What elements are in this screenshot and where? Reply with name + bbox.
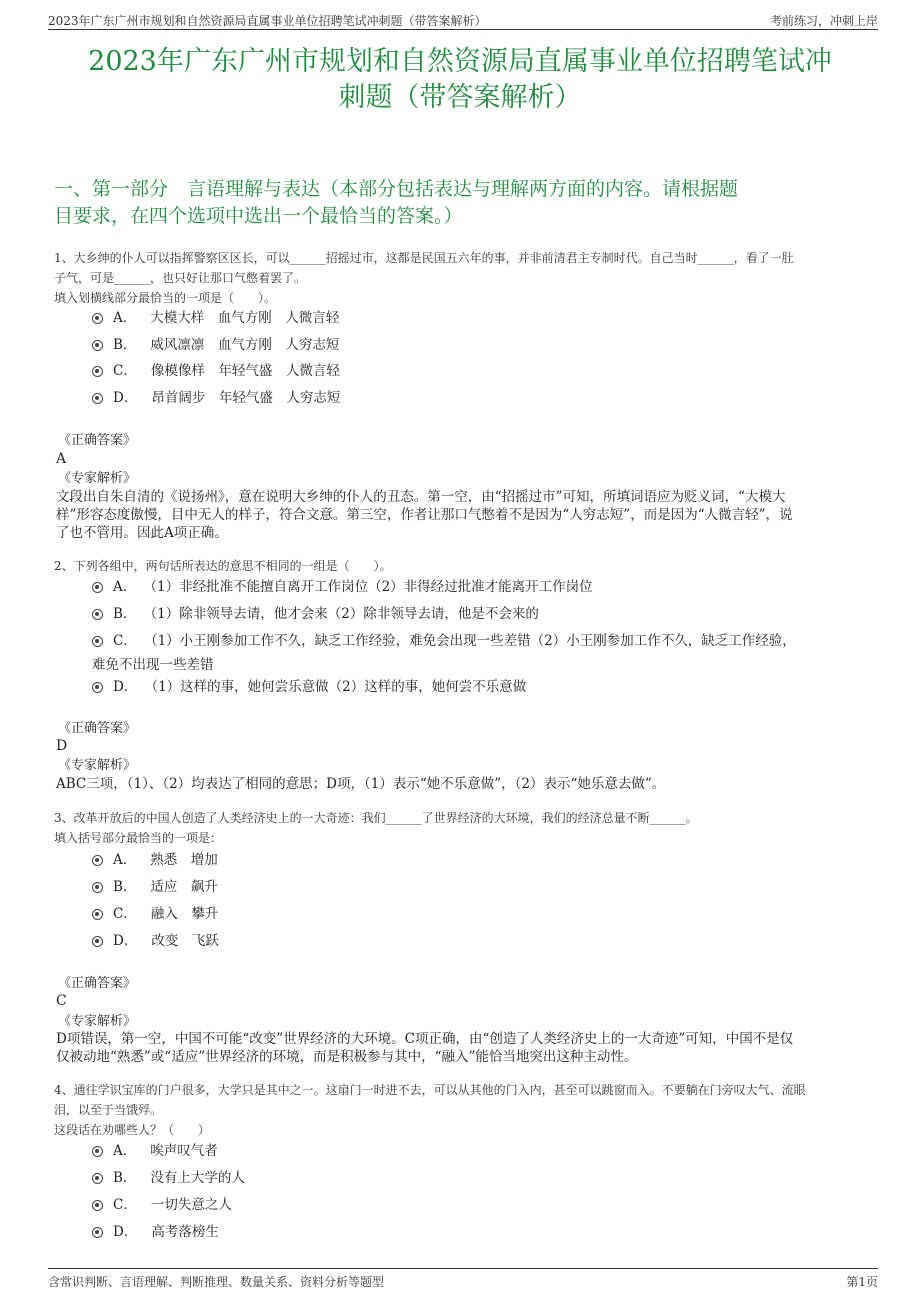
radio-icon[interactable] [92,682,103,693]
option-text: 改变 飞跃 [151,933,219,949]
question-1-option-d[interactable] [92,386,882,410]
analysis-text [56,1030,866,1066]
analysis-line: 样”形容态度傲慢，目中无人的样子，符合文意。第三空，作者让那口气憋着不是因为“人穷志短”，而是因为“人微言轻”，说 [56,507,793,523]
analysis-line: ABC三项，（1）、（2）均表达了相同的意思；D项，（1）表示“她不乐意做”，（2）表示“她乐意去做”。 [56,776,666,792]
analysis-line: 了也不管用。因此A项正确。 [56,525,228,541]
radio-icon[interactable] [92,1200,103,1211]
question-stem-line: 这段话在劝哪些人？（ ） [54,1123,211,1137]
page-header [48,10,878,30]
option-text: 唉声叹气者 [150,1143,218,1159]
header-title: 2023年广东广州市规划和自然资源局直属事业单位招聘笔试冲刺题（带答案解析） [48,14,487,28]
radio-icon[interactable] [92,882,103,893]
analysis-label: 《专家解析》 [58,471,137,486]
radio-icon[interactable] [92,936,103,947]
option-text: 一切失意之人 [150,1197,232,1213]
option-letter: A． [113,310,137,326]
question-4-option-b[interactable] [92,1166,882,1190]
question-2-stem [54,556,864,576]
question-2-option-b[interactable] [92,602,882,626]
radio-icon[interactable] [92,393,103,404]
analysis-line: D项错误，第一空，中国不可能“改变”世界经济的大环境。C项正确，由“创造了人类经济史上的一大奇迹”可知，中国不是仅 [56,1031,794,1047]
answer-label: 《正确答案》 [58,433,137,448]
question-1-option-c[interactable] [92,359,882,383]
answer-label: 《正确答案》 [58,976,137,991]
option-letter: A． [113,1143,137,1159]
question-stem-line: 4、通往学识宝库的门户很多，大学只是其中之一。这扇门一时进不去，可以从其他的门入内，甚至可以跳窗而入。不要躺在门旁叹大气、流眼 [54,1083,806,1097]
radio-icon[interactable] [92,340,103,351]
page-footer [48,1268,878,1290]
option-text: 像模像样 年轻气盛 人微言轻 [150,363,340,379]
option-letter: C． [113,1197,137,1213]
radio-icon[interactable] [92,636,103,647]
option-letter: B． [113,879,137,895]
radio-icon[interactable] [92,1227,103,1238]
question-stem-line: 泪，以至于当饿殍。 [54,1103,163,1117]
option-text: （1）非经批准不能擅自离开工作岗位（2）非得经过批准才能离开工作岗位 [150,579,593,595]
option-text: 适应 飙升 [150,879,218,895]
option-letter: C． [113,633,137,649]
question-2-option-c[interactable] [92,629,882,677]
answer-label: 《正确答案》 [58,721,137,736]
option-text: （1）小王刚参加工作不久，缺乏工作经验，难免会出现一些差错（2）小王刚参加工作不久，缺乏工作经验， [150,633,796,649]
question-stem-line: 填入划横线部分最恰当的一项是（ ）。 [54,291,277,305]
header-slogan: 考前练习，冲刺上岸 [769,14,878,28]
footer-note: 含常识判断、言语理解、判断推理、数量关系、资料分析等题型 [48,1275,385,1289]
option-letter: D． [113,1224,138,1240]
question-stem-line: 1、大乡绅的仆人可以指挥警察区区长，可以______招摇过市，这都是民国五六年的事，并非前清君主专制时代。自己当时______，看了一肚 [54,251,794,265]
answer-value: D [56,738,68,754]
answer-value: A [56,451,67,467]
option-letter: D． [113,933,138,949]
option-text: 熟悉 增加 [150,852,218,868]
answer-value: C [56,993,67,1009]
option-letter: D． [113,390,138,406]
section-line-1: 一、第一部分 言语理解与表达（本部分包括表达与理解两方面的内容。请根据题 [54,178,739,200]
question-1-option-b[interactable] [92,333,882,357]
question-4-option-c[interactable] [92,1193,882,1217]
option-letter: A． [113,579,137,595]
option-letter: D． [113,679,138,695]
option-text: 没有上大学的人 [150,1170,245,1186]
question-stem-line: 2、下列各组中，两句话所表达的意思不相同的一组是（ ）。 [54,559,392,573]
option-letter: B． [113,1170,137,1186]
radio-icon[interactable] [92,313,103,324]
analysis-text [56,775,866,793]
question-stem-line: 子气，可是______，也只好让那口气憋着罢了。 [54,271,307,285]
option-text: 融入 攀升 [150,906,219,922]
analysis-line: 仅被动地“熟悉”或“适应”世界经济的环境，而是积极参与其中，“融入”能恰当地突出这种主动性。 [56,1049,638,1065]
section-line-2: 目要求，在四个选项中选出一个最恰当的答案。） [54,205,463,227]
analysis-line: 文段出自朱自清的《说扬州》，意在说明大乡绅的仆人的丑态。第一空，由“招摇过市”可知，所填词语应为贬义词，“大模大 [56,489,786,505]
analysis-text [56,488,866,542]
document-title [40,44,880,116]
question-1-stem [54,248,864,308]
question-4-stem [54,1080,864,1140]
page-number: 第1页 [846,1275,878,1289]
analysis-label: 《专家解析》 [58,1014,137,1029]
question-3-option-c[interactable] [92,902,882,926]
radio-icon[interactable] [92,1146,103,1157]
option-letter: A． [113,852,137,868]
option-text: 威风凛凛 血气方刚 人穷志短 [150,337,340,353]
option-letter: C． [113,363,137,379]
question-stem-line: 填入括号部分最恰当的一项是： [54,831,223,845]
question-4-option-a[interactable] [92,1139,882,1163]
radio-icon[interactable] [92,366,103,377]
radio-icon[interactable] [92,1173,103,1184]
question-2-option-a[interactable] [92,575,882,599]
radio-icon[interactable] [92,855,103,866]
question-3-option-b[interactable] [92,875,882,899]
option-text: （1）这样的事，她何尝乐意做（2）这样的事，她何尝不乐意做 [151,679,527,695]
title-line-1: 2023年广东广州市规划和自然资源局直属事业单位招聘笔试冲 [88,46,832,77]
option-letter: B． [113,606,137,622]
question-4-option-d[interactable] [92,1220,882,1244]
radio-icon[interactable] [92,609,103,620]
question-1-option-a[interactable] [92,306,882,330]
option-text: 大模大样 血气方刚 人微言轻 [150,310,340,326]
title-line-2: 刺题（带答案解析） [338,82,582,113]
question-2-option-d[interactable] [92,675,882,699]
question-3-option-d[interactable] [92,929,882,953]
analysis-label: 《专家解析》 [58,758,137,773]
option-text-continued: 难免不出现一些差错 [92,657,214,673]
question-stem-line: 3、改革开放后的中国人创造了人类经济史上的一大奇迹：我们______了世界经济的大环境，我们的经济总量不断______。 [54,811,698,825]
question-3-stem [54,808,864,848]
option-text: 高考落榜生 [151,1224,219,1240]
option-text: （1）除非领导去请，他才会来（2）除非领导去请，他是不会来的 [150,606,539,622]
section-heading [54,176,864,230]
option-letter: B． [113,337,137,353]
option-text: 昂首阔步 年轻气盛 人穷志短 [151,390,341,406]
radio-icon[interactable] [92,582,103,593]
question-3-option-a[interactable] [92,848,882,872]
radio-icon[interactable] [92,909,103,920]
option-letter: C． [113,906,137,922]
